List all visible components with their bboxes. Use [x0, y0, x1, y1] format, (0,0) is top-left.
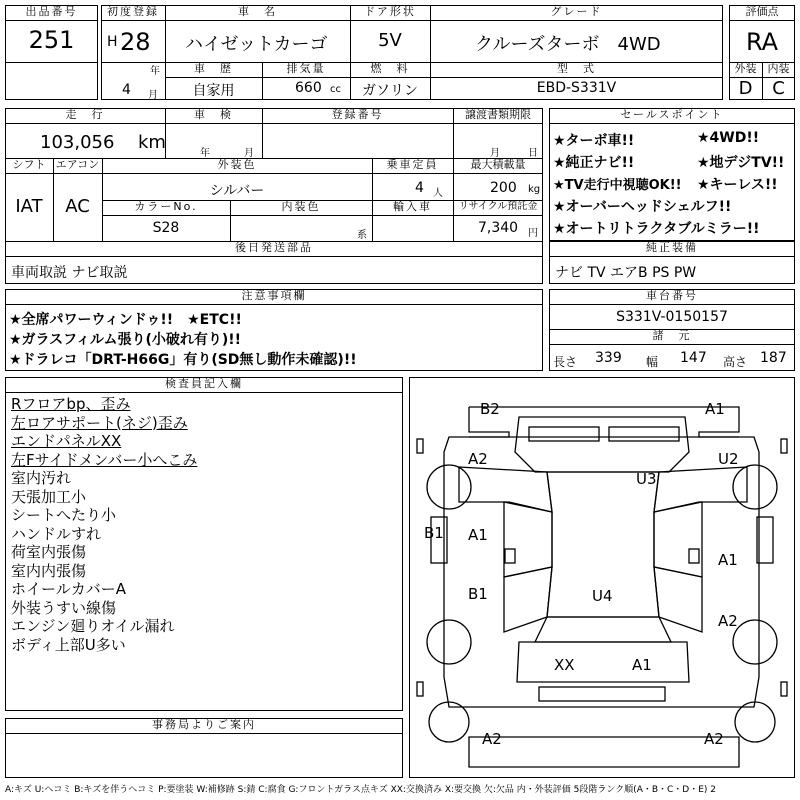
mileage-value: 103,056 — [40, 132, 115, 153]
wheel-rl — [427, 620, 471, 664]
note-item: 左ロアサポート(ネジ)歪み — [11, 413, 188, 432]
inspector-label: 検査員記入欄 — [165, 377, 243, 390]
sales-point-4: ★地デジTV!! — [697, 155, 785, 171]
interior-score: C — [772, 78, 785, 99]
fuel-value: ガソリン — [362, 83, 418, 99]
sales-point-6: ★キーレス!! — [697, 177, 778, 193]
note-item: 室内汚れ — [11, 469, 72, 487]
lower-bumper — [469, 737, 739, 767]
wheel-fr — [733, 465, 777, 509]
spare-wheel-r — [735, 702, 775, 742]
caution-1: ★全席パワーウィンドゥ!! ★ETC!! — [9, 312, 242, 328]
car-body — [444, 437, 759, 707]
model-label: 型 式 — [557, 62, 596, 75]
note-item: ホイールカバーA — [11, 580, 126, 598]
score-label: 評価点 — [745, 5, 779, 18]
rear-bumper — [539, 687, 665, 701]
door-handle-r — [689, 549, 699, 563]
grade-label: グレード — [550, 5, 603, 18]
note-item: エンドパネルXX — [11, 432, 122, 450]
inspection-year-unit: 年 — [200, 148, 210, 159]
cc-unit: cc — [330, 84, 341, 95]
door-label: ドア形状 — [364, 5, 416, 18]
aircon-label: エアコン — [55, 158, 100, 171]
capacity-label: 乗車定員 — [386, 158, 439, 171]
model-value: EBD-S331V — [536, 80, 617, 96]
left-front-door — [459, 467, 552, 512]
month-unit: 月 — [148, 90, 158, 101]
inspection-label: 車 検 — [194, 108, 233, 121]
displacement-label: 排気量 — [286, 62, 326, 75]
km-unit: km — [138, 132, 166, 153]
width-value: 147 — [680, 350, 707, 366]
yen-unit: 円 — [528, 228, 538, 239]
transfer-month-unit: 月 — [490, 148, 500, 159]
damage-mark-b2: B2 — [480, 400, 500, 418]
width-label: 幅 — [646, 355, 659, 369]
lot-number-value: 251 — [28, 26, 75, 54]
score-value: RA — [745, 28, 779, 56]
windshield — [515, 417, 689, 472]
era-value: H — [107, 34, 118, 50]
docs-label: 後日発送部品 — [235, 241, 313, 254]
height-value: 187 — [760, 350, 787, 366]
transfer-day-unit: 日 — [528, 148, 538, 159]
height-label: 高さ — [723, 355, 748, 369]
rear-glass — [535, 617, 671, 642]
damage-mark-u3: U3 — [636, 470, 657, 488]
damage-mark-xx: XX — [554, 656, 575, 674]
grade-value: クルーズターボ 4WD — [475, 34, 661, 55]
reg-no-label: 登録番号 — [331, 108, 384, 121]
note-item: ボディ上部U多い — [11, 635, 126, 654]
damage-mark-a1-mid-left: A1 — [468, 526, 488, 544]
ext-color-label: 外装色 — [217, 158, 257, 171]
genuine-value: ナビ TV エアB PS PW — [555, 265, 697, 281]
lot-number-label: 出品番号 — [25, 5, 78, 18]
kei-unit: 系 — [357, 230, 367, 241]
note-item: 外装うすい線傷 — [11, 598, 117, 617]
corner-mark-rr — [781, 682, 787, 696]
note-item: ハンドルすれ — [11, 524, 102, 543]
max-load-value: 200 — [490, 180, 517, 196]
mileage-label: 走 行 — [65, 108, 105, 121]
note-item: Rフロアbp、歪み — [11, 395, 131, 413]
person-unit: 人 — [433, 188, 443, 199]
year-value: 28 — [120, 28, 151, 56]
damage-mark-a2-bottom-left: A2 — [482, 730, 502, 748]
note-item: 左Fサイドメンバー小へこみ — [11, 450, 198, 469]
caution-label: 注意事項欄 — [241, 289, 307, 302]
inspector-notes-list — [11, 395, 197, 654]
genuine-label: 純正装備 — [646, 241, 698, 254]
note-item: シートへたり小 — [11, 506, 117, 524]
kg-unit: kg — [528, 184, 541, 195]
shift-value: IAT — [15, 196, 43, 217]
door-value: 5V — [378, 30, 402, 51]
damage-mark-u2: U2 — [718, 450, 739, 468]
caution-3: ★ドラレコ「DRT-H66G」有り(SD無し動作未確認)!! — [9, 352, 357, 368]
transfer-label: 譲渡書類期限 — [465, 108, 531, 121]
color-no-label: カラーNo. — [134, 200, 198, 213]
recycle-label: リサイクル預託金 — [458, 201, 538, 212]
rear-hatch — [517, 642, 689, 682]
shift-label: シフト — [12, 158, 46, 171]
damage-mark-a1-top-right: A1 — [705, 400, 725, 418]
length-label: 長さ — [553, 355, 578, 369]
sales-point-7: ★オーバーヘッドシェルフ!! — [553, 199, 732, 215]
car-name-label: 車 名 — [238, 5, 277, 18]
aircon-value: AC — [65, 196, 90, 217]
sales-points-label: セールスポイント — [620, 108, 724, 121]
inspection-month-unit: 月 — [244, 148, 254, 159]
note-item: 天張加工小 — [11, 487, 87, 506]
import-label: 輸入車 — [393, 200, 432, 213]
damage-mark-a2-mid-right: A2 — [718, 612, 738, 630]
office-label: 事務局よりご案内 — [152, 718, 256, 731]
sales-point-8: ★オートリトラクタブルミラー!! — [553, 221, 760, 237]
capacity-value: 4 — [415, 180, 424, 196]
color-value: シルバー — [209, 183, 265, 199]
sales-point-2: ★4WD!! — [697, 130, 760, 146]
damage-mark-a1-bottom: A1 — [632, 656, 652, 674]
length-value: 339 — [595, 350, 622, 366]
front-glass-right — [609, 427, 679, 441]
door-handle-l — [505, 549, 515, 563]
year-unit: 年 — [150, 66, 160, 77]
corner-mark-fl — [417, 439, 423, 453]
max-load-label: 最大積載量 — [470, 158, 526, 171]
car-name-value: ハイゼットカーゴ — [185, 34, 328, 55]
front-glass-left — [529, 427, 599, 441]
displacement-value: 660 — [295, 80, 322, 96]
damage-mark-b1-left: B1 — [424, 524, 444, 542]
sales-point-3: ★純正ナビ!! — [553, 155, 635, 171]
damage-mark-u4: U4 — [592, 587, 613, 605]
car-outline — [469, 407, 739, 437]
recycle-value: 7,340 — [478, 220, 519, 236]
caution-2: ★ガラスフィルム張り(小破れ有り)!! — [9, 332, 242, 348]
spare-wheel-l — [429, 702, 469, 742]
note-item: 荷室内張傷 — [11, 543, 87, 561]
fuel-label: 燃 料 — [370, 62, 410, 75]
history-value: 自家用 — [192, 83, 235, 99]
damage-mark-b1-center: B1 — [468, 585, 488, 603]
left-side — [504, 502, 552, 577]
damage-mark-a2-bottom-right: A2 — [704, 730, 724, 748]
first-registration-label: 初度登録 — [107, 5, 159, 18]
chassis-label: 車台番号 — [646, 289, 698, 302]
wheel-rr — [733, 620, 777, 664]
color-no-value: S28 — [152, 220, 180, 236]
history-label: 車 歴 — [194, 62, 233, 75]
interior-label: 内装 — [767, 62, 790, 75]
right-side — [654, 502, 702, 577]
note-item: エンジン廻りオイル漏れ — [11, 617, 175, 635]
note-item: 室内内張傷 — [11, 561, 87, 580]
damage-mark-a2-left: A2 — [468, 450, 488, 468]
exterior-label: 外装 — [734, 62, 757, 75]
corner-mark-fr — [781, 439, 787, 453]
exterior-score: D — [738, 78, 753, 99]
corner-mark-rl — [417, 682, 423, 696]
chassis-value: S331V-0150157 — [616, 309, 728, 325]
int-color-label: 内装色 — [281, 200, 321, 213]
month-value: 4 — [122, 82, 131, 98]
legend-text: A:キズ U:ヘコミ B:キズを伴うヘコミ P:要塗装 W:補修跡 S:錆 C:腐食 G:フロントガラス点キズ XX:交換済み X:要交換 欠:欠品 内・外装評価 5段階ランク順(A・B・C・D・E) 2 — [5, 785, 717, 795]
specs-label: 諸 元 — [652, 329, 692, 342]
wheel-fl — [427, 465, 471, 509]
car-diagram — [409, 377, 795, 778]
sales-point-1: ★ターボ車!! — [553, 133, 635, 149]
sales-point-5: ★TV走行中視聴OK!! — [553, 178, 682, 193]
damage-mark-a1-mid-right: A1 — [718, 551, 738, 569]
docs-value: 車両取説 ナビ取説 — [11, 265, 128, 281]
